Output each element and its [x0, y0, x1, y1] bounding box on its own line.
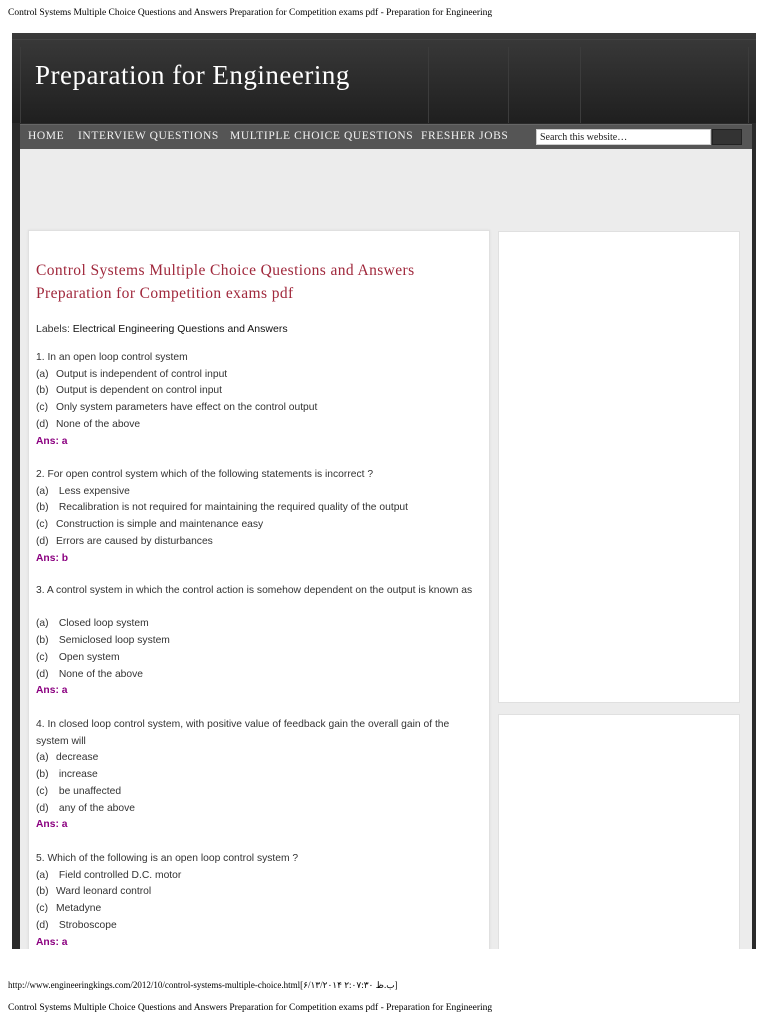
answer-option [36, 784, 484, 801]
nav-item-interview-questions[interactable]: INTERVIEW QUESTIONS [78, 130, 219, 142]
answer-option [36, 383, 484, 400]
answer-option [36, 901, 484, 918]
answer-option [36, 868, 484, 885]
option-letter: (c) [36, 402, 49, 414]
answer-key: Ans: a [36, 936, 68, 948]
answer-option [36, 616, 484, 633]
answer-option [36, 750, 484, 767]
page-frame [12, 33, 756, 949]
post-labels [36, 323, 288, 335]
option-text: Construction is simple and maintenance easy [56, 519, 264, 531]
option-text: decrease [56, 752, 99, 764]
answer-option [36, 484, 484, 501]
option-letter: (d) [36, 919, 49, 931]
option-text: Only system parameters have effect on the control output [56, 402, 318, 414]
option-letter: (d) [36, 668, 49, 680]
site-header [12, 33, 756, 123]
option-text: Metadyne [56, 903, 102, 915]
answer-option [36, 400, 484, 417]
option-letter: (b) [36, 502, 49, 514]
labels-prefix: Labels: [36, 323, 70, 335]
option-letter: (a) [36, 485, 49, 497]
option-text: Semiclosed loop system [56, 635, 170, 647]
content-area [20, 149, 752, 949]
option-letter: (a) [36, 869, 49, 881]
option-text: Recalibration is not required for maintaining the required quality of the output [56, 502, 409, 514]
option-text: Stroboscope [56, 919, 117, 931]
sidebar-widget [498, 231, 740, 703]
option-text: Open system [56, 651, 120, 663]
option-letter: (b) [36, 635, 49, 647]
option-letter: (c) [36, 651, 49, 663]
question-stem: 3. A control system in which the control action is somehow dependent on the output is known as [36, 585, 473, 596]
print-footer-title: Control Systems Multiple Choice Questions and Answers Preparation for Competition exams pdf - Preparation for Engineering [8, 1003, 493, 1013]
nav-item-multiple-choice-questions[interactable]: MULTIPLE CHOICE QUESTIONS [230, 130, 414, 142]
option-text: Field controlled D.C. motor [56, 869, 182, 881]
answer-key: Ans: a [36, 685, 68, 697]
answer-option [36, 650, 484, 667]
question-stem: 2. For open control system which of the following statements is incorrect ? [36, 469, 374, 480]
answer-option [36, 801, 484, 818]
option-text: None of the above [56, 668, 144, 680]
option-text: Errors are caused by disturbances [56, 535, 213, 547]
answer-key: Ans: a [36, 435, 68, 447]
answer-option [36, 534, 484, 551]
option-letter: (c) [36, 519, 49, 531]
answer-option [36, 500, 484, 517]
option-letter: (a) [36, 368, 49, 380]
option-text: be unaffected [56, 785, 122, 797]
option-letter: (b) [36, 769, 49, 781]
answer-key: Ans: a [36, 819, 68, 831]
main-nav [20, 124, 752, 149]
option-text: None of the above [56, 418, 141, 430]
nav-item-home[interactable]: HOME [28, 130, 65, 142]
search-button[interactable] [712, 129, 742, 145]
answer-option [36, 767, 484, 784]
label-link[interactable]: Electrical Engineering Questions and Answers [72, 323, 288, 335]
answer-option [36, 918, 484, 935]
print-header-title: Control Systems Multiple Choice Questions and Answers Preparation for Competition exams pdf - Preparation for Engineering [8, 8, 493, 18]
site-title[interactable]: Preparation for Engineering [35, 60, 350, 90]
option-letter: (c) [36, 903, 49, 915]
post-panel [28, 230, 490, 949]
question-stem: 5. Which of the following is an open loop control system ? [36, 853, 299, 864]
option-letter: (a) [36, 752, 49, 764]
option-text: Closed loop system [56, 618, 149, 630]
option-letter: (d) [36, 418, 49, 430]
option-letter: (b) [36, 385, 49, 397]
option-text: Output is dependent on control input [56, 385, 223, 397]
option-text: any of the above [56, 802, 136, 814]
option-letter: (a) [36, 618, 49, 630]
option-letter: (b) [36, 886, 49, 898]
option-text: Ward leonard control [56, 886, 152, 898]
option-letter: (c) [36, 785, 49, 797]
answer-option [36, 667, 484, 684]
option-text: Less expensive [56, 485, 130, 497]
option-text: increase [56, 769, 98, 781]
post-title[interactable]: Control Systems Multiple Choice Questions and Answers Preparation for Competition exams pdf [36, 262, 415, 302]
option-letter: (d) [36, 802, 49, 814]
answer-option [36, 367, 484, 384]
question-stem: 4. In closed loop control system, with positive value of feedback gain the overall gain of the system will [36, 719, 450, 747]
search-input[interactable] [536, 129, 711, 145]
option-letter: (d) [36, 535, 49, 547]
print-footer-url: http://www.engineeringkings.com/2012/10/control-systems-multiple-choice.html[۶/۱۳/۲۰۱۴ ۲:۰۷:۳۰ ب.ظ] [8, 980, 398, 990]
answer-option [36, 633, 484, 650]
sidebar-widget [498, 714, 740, 949]
question-stem: 1. In an open loop control system [36, 352, 188, 363]
answer-option [36, 417, 484, 434]
option-text: Output is independent of control input [56, 368, 228, 380]
nav-item-fresher-jobs[interactable]: FRESHER JOBS [421, 130, 509, 142]
answer-key: Ans: b [36, 552, 69, 564]
answer-option [36, 517, 484, 534]
answer-option [36, 884, 484, 901]
